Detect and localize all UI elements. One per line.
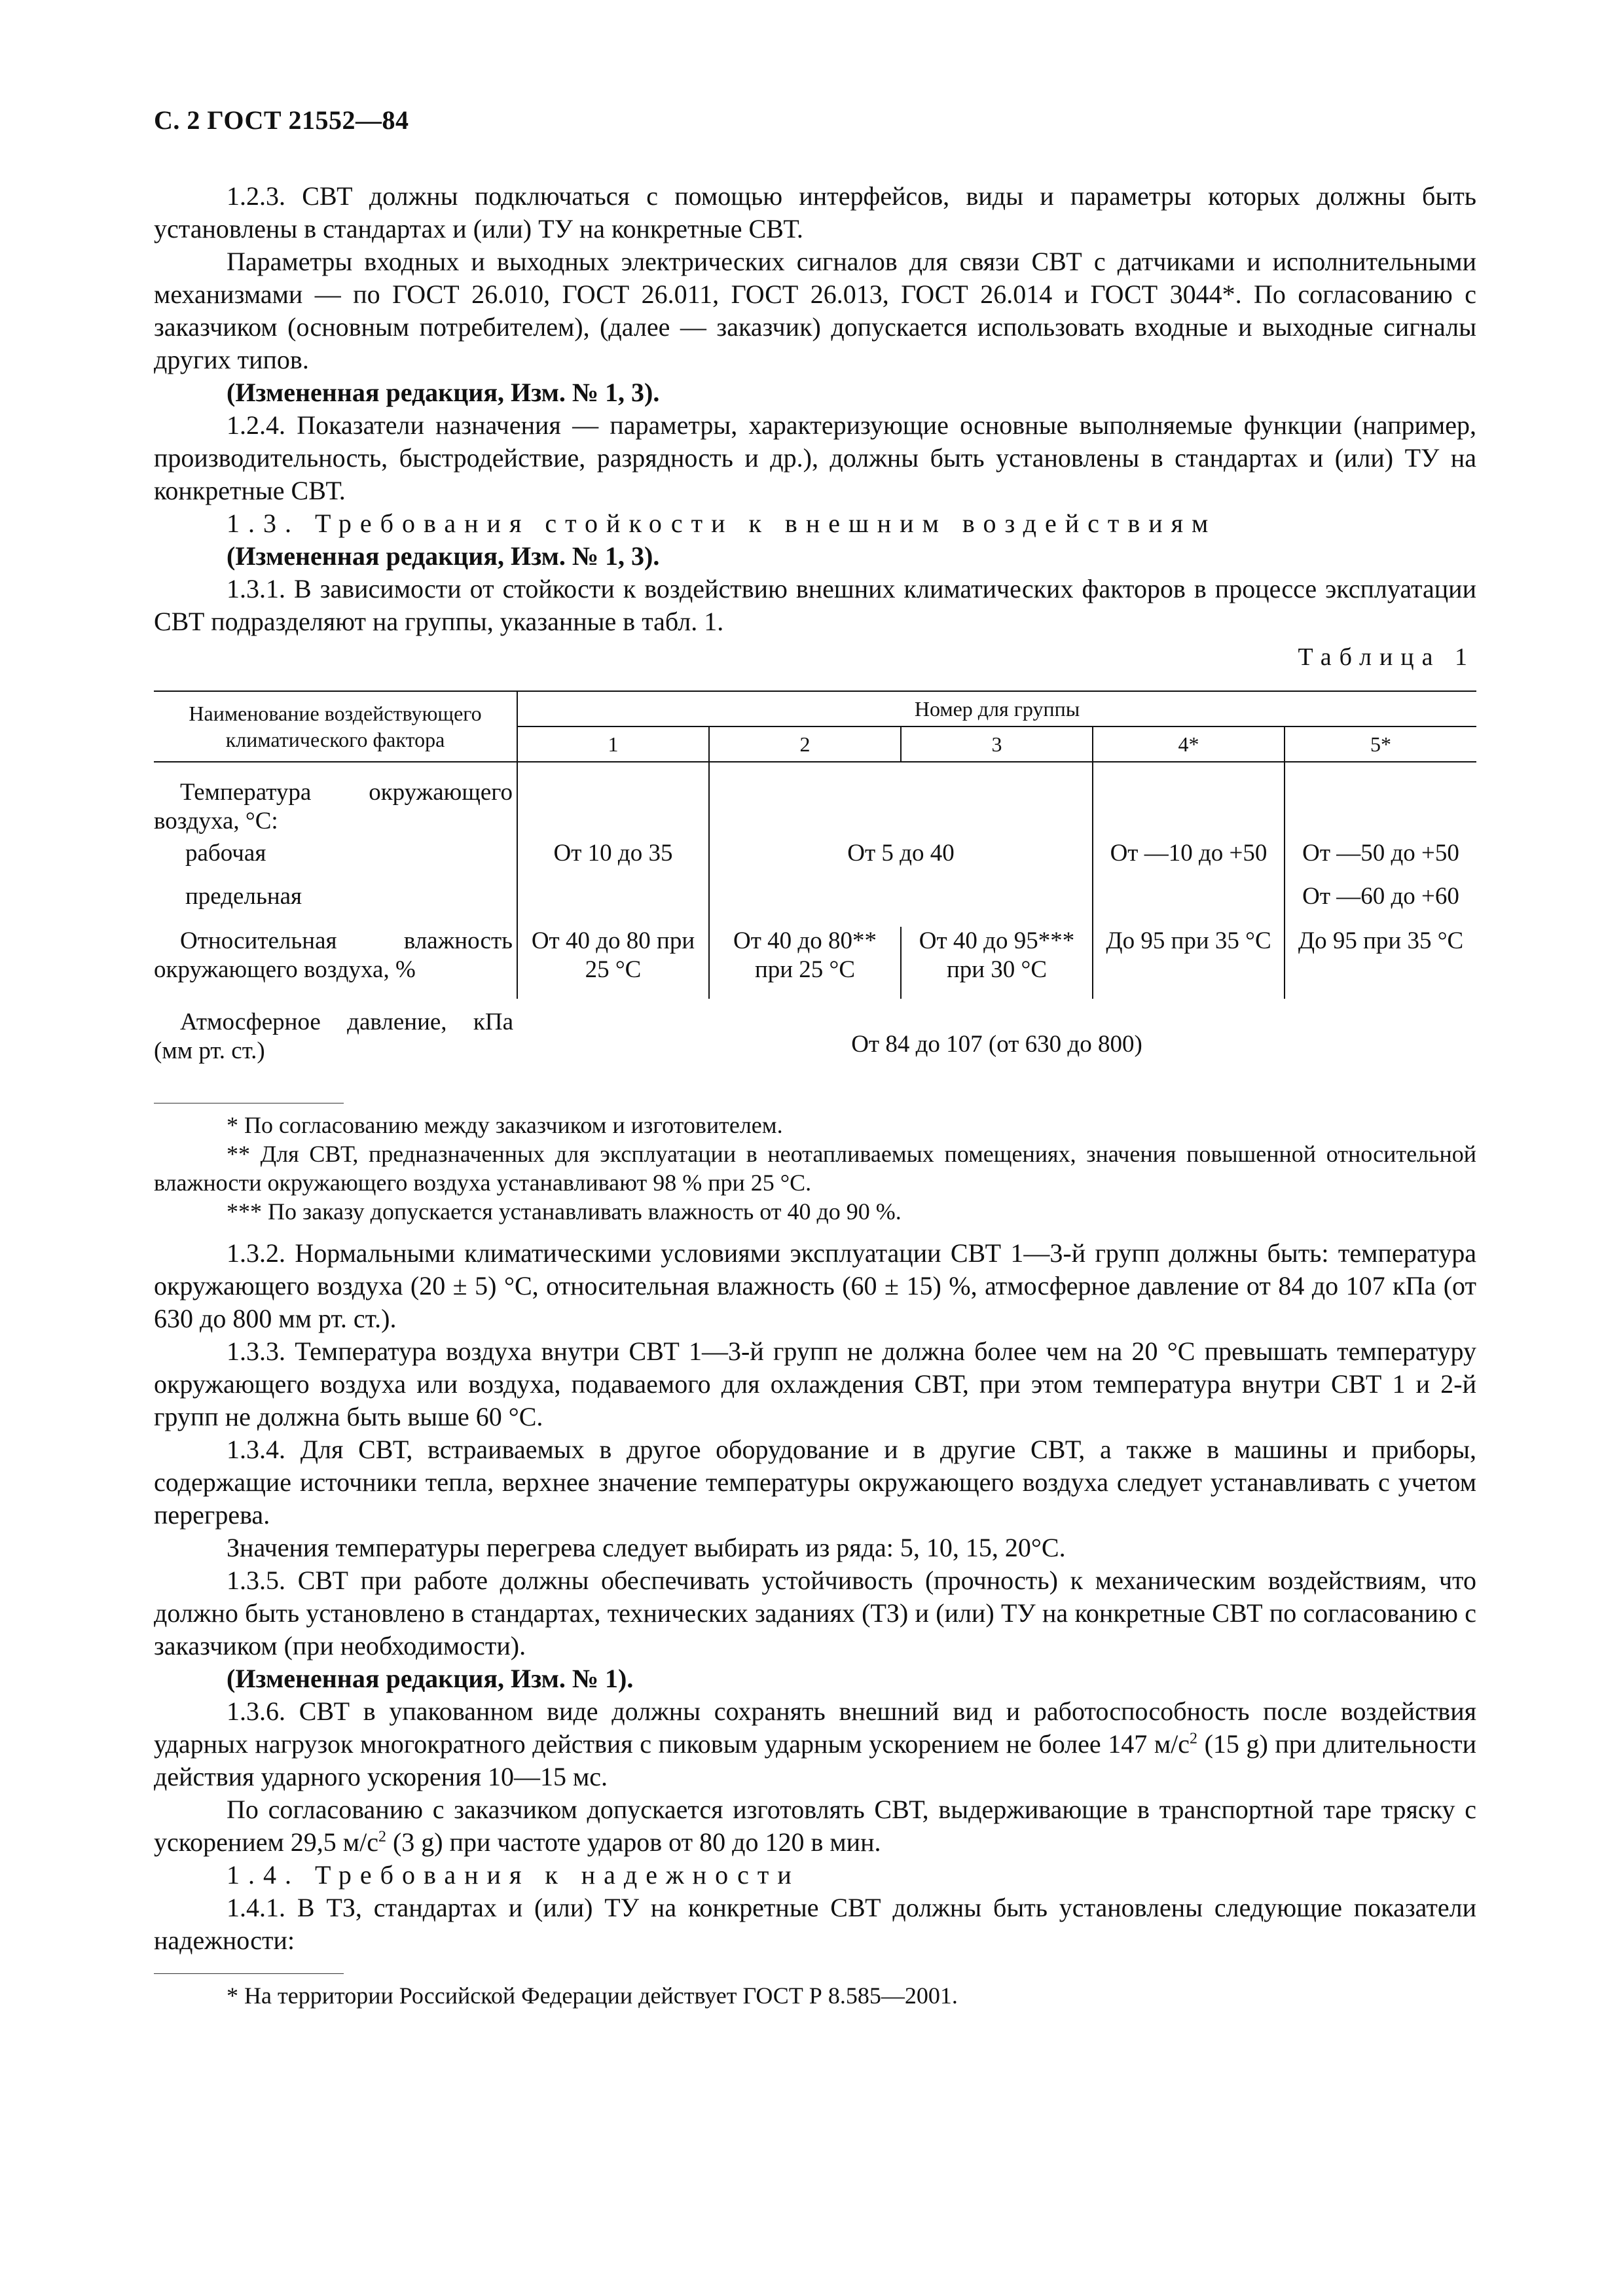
table-note-1: * По согласованию между заказчиком и изготовителем. (227, 1112, 783, 1138)
section-text-top (154, 180, 1476, 638)
edit-note: (Измененная редакция, Изм. № 1, 3). (227, 378, 660, 407)
cell-working-g5: От —50 до +50 (1285, 839, 1476, 882)
paragraph-1-3-3: 1.3.3. Температура воздуха внутри СВТ 1—3-й групп не должна более чем на 20 °С превышать температуру окружающего воздуха или воздуха, подаваемого для охлаждения СВТ, при этом температура внутри СВТ 1 и 2-й групп не должна быть выше 60 °С. (154, 1336, 1476, 1431)
row-label-temperature: Температура окружающего воздуха, °С: (154, 779, 513, 834)
paragraph-1-3-5: 1.3.5. СВТ при работе должны обеспечивать устойчивость (прочность) к механическим воздействиям, что должно быть установлено в стандартах, технических заданиях (ТЗ) и (или) ТУ на конкретные СВТ по согласованию с заказчиком (при необходимости). (154, 1566, 1476, 1660)
paragraph-overheat: Значения температуры перегрева следует выбирать из ряда: 5, 10, 15, 20°С. (227, 1533, 1066, 1562)
paragraph-1-3-1: 1.3.1. В зависимости от стойкости к воздействию внешних климатических факторов в процессе эксплуатации СВТ подразделяют на группы, указанные в табл. 1. (154, 574, 1476, 636)
row-label-working: рабочая (185, 840, 266, 867)
page-footnote (154, 1981, 1476, 2010)
climate-groups-table (154, 691, 1476, 1071)
page-title: С. 2 ГОСТ 21552—84 (154, 105, 409, 135)
paragraph-1-2-3: 1.2.3. СВТ должны подключаться с помощью интерфейсов, виды и параметры которых должны быть установлены в стандартах и (или) ТУ на конкретные СВТ. (154, 181, 1476, 243)
table-note-2: ** Для СВТ, предназначенных для эксплуатации в неотапливаемых помещениях, значения повышенной относительной влажности окружающего воздуха устанавливают 98 % при 25 °С. (154, 1141, 1476, 1196)
header-group-3: 3 (901, 726, 1093, 762)
header-group-2: 2 (709, 726, 901, 762)
edit-note: (Измененная редакция, Изм. № 1, 3). (227, 541, 660, 571)
table-caption: Таблица 1 (1298, 643, 1475, 671)
cell-humidity-g2: От 40 до 80** при 25 °С (709, 927, 901, 999)
cell-humidity-g3: От 40 до 95*** при 30 °С (901, 927, 1093, 999)
table-notes (154, 1111, 1476, 1226)
row-label-limit: предельная (185, 883, 302, 910)
cell-humidity-g5: До 95 при 35 °С (1285, 927, 1476, 999)
page-footnote-text: * На территории Российской Федерации действует ГОСТ Р 8.585—2001. (227, 1982, 958, 2009)
cell-limit-g5: От —60 до +60 (1285, 882, 1476, 927)
cell-working-g2-g3: От 5 до 40 (709, 839, 1093, 882)
header-group-5: 5* (1285, 726, 1476, 762)
paragraph-signal-params: Параметры входных и выходных электрических сигналов для связи СВТ с датчиками и исполнительными механизмами — по ГОСТ 26.010, ГОСТ 26.011, ГОСТ 26.013, ГОСТ 26.014 и ГОСТ 3044*. По согласованию с заказчиком (основным потребителем), (далее — заказчик) допускается использовать входные и выходные сигналы других типов. (154, 247, 1476, 374)
cell-humidity-g1: От 40 до 80 при 25 °С (517, 927, 709, 999)
header-group-number: Номер для группы (517, 691, 1476, 726)
section-heading-1-3: 1.3. Требования стойкости к внешним воздействиям (227, 509, 1217, 538)
footnote-divider (154, 1973, 344, 1974)
paragraph-transport: По согласованию с заказчиком допускается изготовлять СВТ, выдерживающие в транспортной таре тряску с ускорением 29,5 $м/с^2$ (3 g) при частоте ударов от 80 до 120 в мин. (154, 1795, 1476, 1857)
paragraph-1-2-4: 1.2.4. Показатели назначения — параметры, характеризующие основные выполняемые функции (например, производительность, быстродействие, разрядность и др.), должны быть установлены в стандартах и (или) ТУ на конкретные СВТ. (154, 410, 1476, 505)
cell-working-g4: От —10 до +50 (1093, 839, 1285, 882)
header-group-4: 4* (1093, 726, 1285, 762)
cell-pressure-all: От 84 до 107 (от 630 до 800) (851, 1031, 1142, 1058)
header-factor: Наименование воздействующего климатического фактора (154, 691, 517, 762)
section-text-bottom (154, 1237, 1476, 1957)
section-heading-1-4: 1.4. Требования к надежности (227, 1860, 800, 1890)
edit-note: (Измененная редакция, Изм. № 1). (227, 1664, 634, 1693)
row-label-humidity: Относительная влажность окружающего воздуха, % (154, 927, 513, 983)
paragraph-1-3-2: 1.3.2. Нормальными климатическими условиями эксплуатации СВТ 1—3-й групп должны быть: температура окружающего воздуха (20 ± 5) °С, относительная влажность (60 ± 15) %, атмосферное давление от 84 до 107 кПа (от 630 до 800 мм рт. ст.). (154, 1238, 1476, 1333)
paragraph-1-4-1: 1.4.1. В ТЗ, стандартах и (или) ТУ на конкретные СВТ должны быть установлены следующие показатели надежности: (154, 1893, 1476, 1955)
table-note-3: *** По заказу допускается устанавливать влажность от 40 до 90 %. (227, 1198, 902, 1225)
paragraph-1-3-6: 1.3.6. СВТ в упакованном виде должны сохранять внешний вид и работоспособность после воздействия ударных нагрузок многократного действия с пиковым ударным ускорением не более 147 $м/с^2$ (15 g) при длительности действия ударного ускорения 10—15 мс. (154, 1696, 1476, 1791)
paragraph-1-3-4: 1.3.4. Для СВТ, встраиваемых в другое оборудование и в другие СВТ, а также в машины и приборы, содержащие источники тепла, верхнее значение температуры окружающего воздуха следует устанавливать с учетом перегрева. (154, 1435, 1476, 1530)
cell-humidity-g4: До 95 при 35 °С (1093, 927, 1285, 999)
cell-working-g1: От 10 до 35 (517, 839, 709, 882)
row-label-pressure: Атмосферное давление, кПа (мм рт. ст.) (154, 1009, 513, 1064)
header-group-1: 1 (517, 726, 709, 762)
